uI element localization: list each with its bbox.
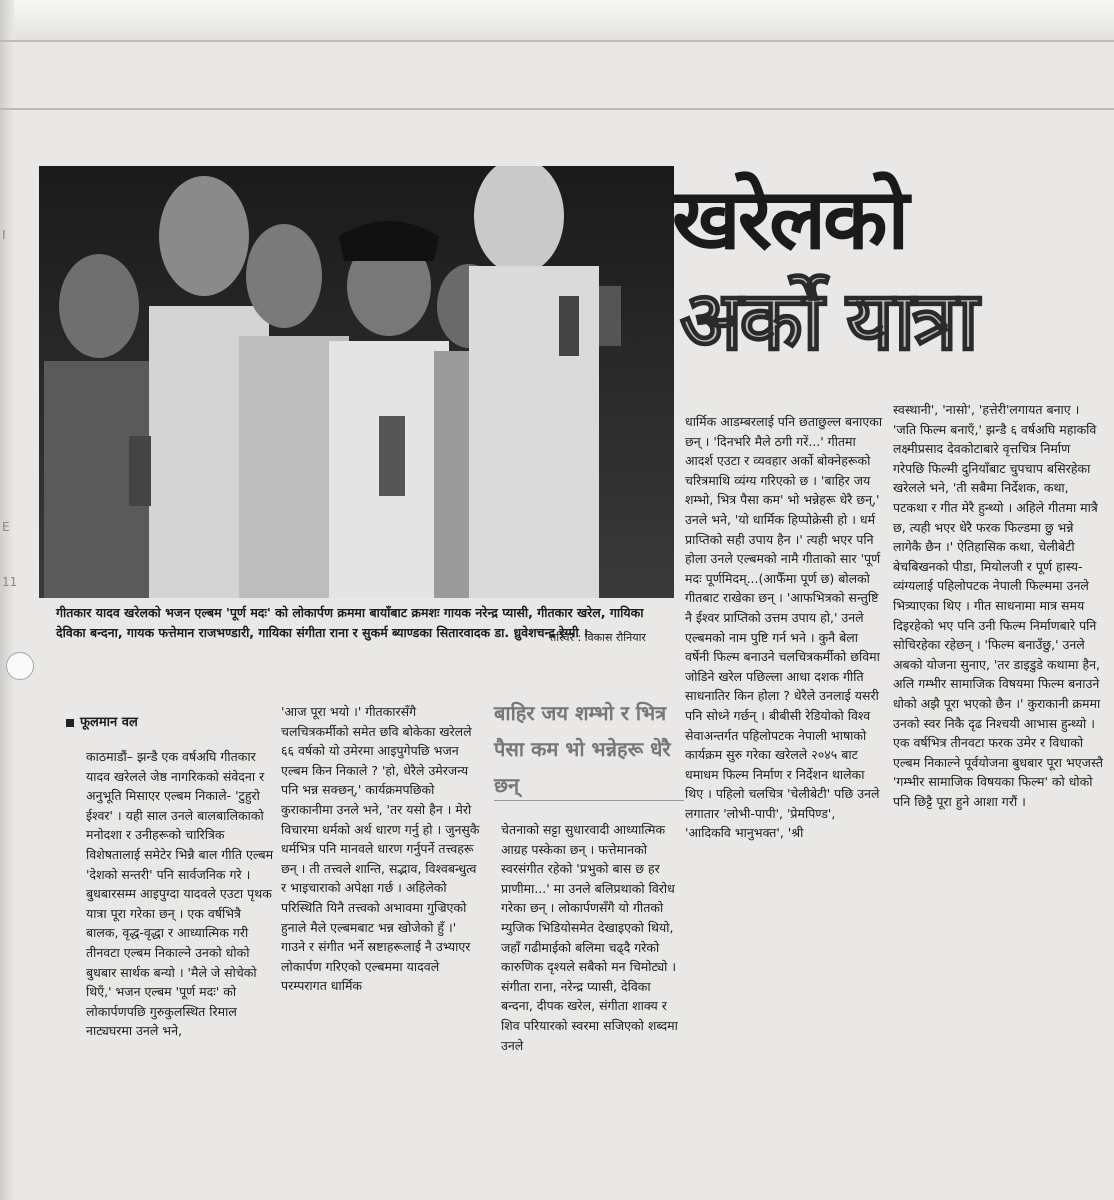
article-column-1 [86,747,274,1041]
byline-author: फूलमान वल [80,715,138,730]
pull-quote: बाहिर जय शम्भो र भित्र पैसा कम भो भन्नेहरू धेरै छन् [494,701,671,797]
punch-hole [6,652,34,680]
article-column-2 [281,702,481,996]
scan-top-edge [0,0,1114,40]
byline [66,712,138,730]
article-column-3 [501,820,685,1055]
photo-credit: तस्विर : विकास रौनियार [550,631,646,644]
margin-mark: I [2,228,6,242]
margin-mark: 11 [2,575,18,589]
paper-fold-line [0,40,1114,42]
column-text: चेतनाको सट्टा सुधारवादी आध्यात्मिक आग्रह पस्केका छन् । फत्तेमानको स्वरसंगीत रहेको 'प्रभुको बास छ हर प्राणीमा...' मा उनले बलिप्रथाको विरोध गरेका छन् । लोकार्पणसँगै यो गीतको म्युजिक भिडियोसमेत देखाइएको थियो, जहाँ गढीमाईको बलिमा चढ्दै गरेको कारुणिक दृश्यले सबैको मन चिमोट्यो । संगीता राना, नरेन्द्र प्यासी, देविका बन्दना, दीपक खरेल, संगीता शाक्य र शिव परियारको स्वरमा सजिएको शब्दमा उनले [501,822,678,1053]
headline-line-2: अर्को यात्रा [680,274,976,369]
paper-fold-line [0,108,1114,110]
article-column-5 [893,400,1103,811]
byline-bullet [66,719,74,727]
column-text: काठमाडौं– झन्डै एक वर्षअघि गीतकार यादव खरेलले जेष्ठ नागरिकको संवेदना र अनुभूति मिसाएर एल्बम निकाले- 'टुहुरो ईश्वर' । यही साल उनले बालबालिकाको मनोदशा र उनीहरूको चारित्रिक विशेषतालाई समेटेर भिन्नै बाल गीति एल्बम 'देशको सन्तरी' पनि सार्वजनिक गरे । बुधबारसम्म आइपुग्दा यादवले एउटा पृथक यात्रा पूरा गरेका छन् । एक वर्षभित्रै बालक, वृद्ध-वृद्धा र आध्यात्मिक गरी तीनवटा एल्बम निकाल्ने उनको धोको बुधबार सार्थक बन्यो । 'मैले जे सोचेको थिएँ,' भजन एल्बम 'पूर्ण मदः' को लोकार्पणपछि गुरुकुलस्थित रिमाल नाट्यघरमा उनले भने, [86,749,274,1039]
article-column-4 [685,412,883,843]
scan-left-edge [0,0,14,1200]
margin-mark: E [2,520,10,534]
news-photo [39,166,674,598]
headline-line-1: खरेलको [672,170,907,268]
column-text: धार्मिक आडम्बरलाई पनि छताछुल्ल बनाएका छन् । 'दिनभरि मैले ठगी गरें...' गीतमा आदर्श एउटा र व्यवहार अर्को बोक्नेहरूको चरित्रमाथि व्यंग्य गरिएको छ । 'बाहिर जय शम्भो, भित्र पैसा कम' भो भन्नेहरू धेरै छन्,' उनले भने, 'यो धार्मिक हिप्पोक्रेसी हो । धर्म प्राप्तिको सही उपाय हैन ।' त्यही भएर पनि होला उनले एल्बमको नामै गीताको सार 'पूर्ण मदः पूर्णमिदम्...(आफैँमा पूर्ण छ) बोलको गीतबाट राखेका छन् । 'आफभित्रको सन्तुष्टि नै ईश्वर प्राप्तिको उत्तम उपाय हो,' उनले एल्बमको नाम पुष्टि गर्न भने । कुनै बेला वर्षेनी फिल्म बनाउने चलचित्रकर्मीको छविमा जोडिने खरेल पछिल्ला आधा दशक गीति साधनातिर किन होला ? धेरैले उनलाई यसरी पनि सोध्ने गर्छन् । बीबीसी रेडियोको विश्व सेवाअन्तर्गत पहिलोपटक नेपाली भाषाको कार्यक्रम सुरु गरेका खरेलले २०४५ बाट धमाधम फिल्म निर्माण र निर्देशन थालेका थिए । पहिलो चलचित्र 'चेलीबेटी' पछि उनले लगातार 'लोभी-पापी', 'प्रेमपिण्ड', 'आदिकवि भानुभक्त', 'श्री [685,414,883,841]
pull-quote-divider [494,800,684,801]
column-text: स्वस्थानी', 'नासो', 'हत्तेरी'लगायत बनाए । 'जति फिल्म बनाएँ,' झन्डै ६ वर्षअघि महाकवि लक्ष्मीप्रसाद देवकोटाबारे वृत्तचित्र निर्माण गरेपछि फिल्मी दुनियाँबाट चुपचाप बसिरहेका खरेलले भने, 'ती सबैमा निर्देशक, कथा, पटकथा र गीत मेरै हुन्थ्यो । अहिले गीतमा मात्रै छ, त्यही भएर धेरै फरक फिल्डमा छु भन्ने लागेकै छैन ।' ऐतिहासिक कथा, चेलीबेटी बेचबिखनको पीडा, मियोलजी र पूर्ण हास्य-व्यंग्यलाई पहिलोपटक नेपाली फिल्ममा उनले भित्र्याएका थिए । गीत साधनामा मात्र समय दिइरहेको भए पनि उनी फिल्म निर्माणबारे पनि सोचिरहेका रहेछन् । 'फिल्म बनाउँछु,' उनले अबको योजना सुनाए, 'तर डाइडुडे कथामा हैन, अलि गम्भीर सामाजिक विषयमा फिल्म बनाउने धोको अझै पूरा भएको छैन ।' कुराकानी क्रममा उनको स्वर निकै दृढ निश्चयी आभास हुन्थ्यो । एक वर्षभित्र तीनवटा फरक उमेर र विधाको एल्बम निकाल्ने पूर्वयोजना बुधबार पूरा भएजस्तै 'गम्भीर सामाजिक विषयका फिल्म' को धोको पनि छिट्टै पूरा हुने आशा गरौं । [893,402,1103,809]
photo-caption: गीतकार यादव खरेलको भजन एल्बम 'पूर्ण मदः' को लोकार्पण क्रममा बायाँबाट क्रमशः गायक नरेन्द्र प्यासी, गीतकार खरेल, गायिका देविका बन्दना, गायक फत्तेमान राजभण्डारी, गायिका संगीता राना र सुकर्म ब्याण्डका सितारवादक डा. ध्रुवेशचन्द्र रेग्मी । [56,605,644,640]
column-text: 'आज पूरा भयो ।' गीतकारसँगै चलचित्रकर्मीको समेत छवि बोकेका खरेलले ६६ वर्षको यो उमेरमा आइपुगेपछि भजन एल्बम किन निकाले ? 'हो, धेरैले उमेरजन्य पनि भन्न सक्छन्,' कार्यक्रमपछिको कुराकानीमा उनले भने, 'तर यसो हैन । मेरो विचारमा धर्मको अर्थ धारण गर्नु हो । जुनसुकै धर्मभित्र पनि मानवले धारण गर्नुपर्ने तत्त्वहरू छन् । ती तत्त्वले शान्ति, सद्भाव, विश्वबन्धुत्व र भाइचाराको अपेक्षा गर्छ । अहिलेको परिस्थिति यिनै तत्त्वको अभावमा गुज्रिएको हुनाले मैले एल्बमबाट भन्न खोजेको हुँ ।' गाउने र संगीत भर्ने स्रष्टाहरूलाई नै उभ्याएर लोकार्पण गरिएको एल्बममा यादवले परम्परागत धार्मिक [281,704,480,994]
